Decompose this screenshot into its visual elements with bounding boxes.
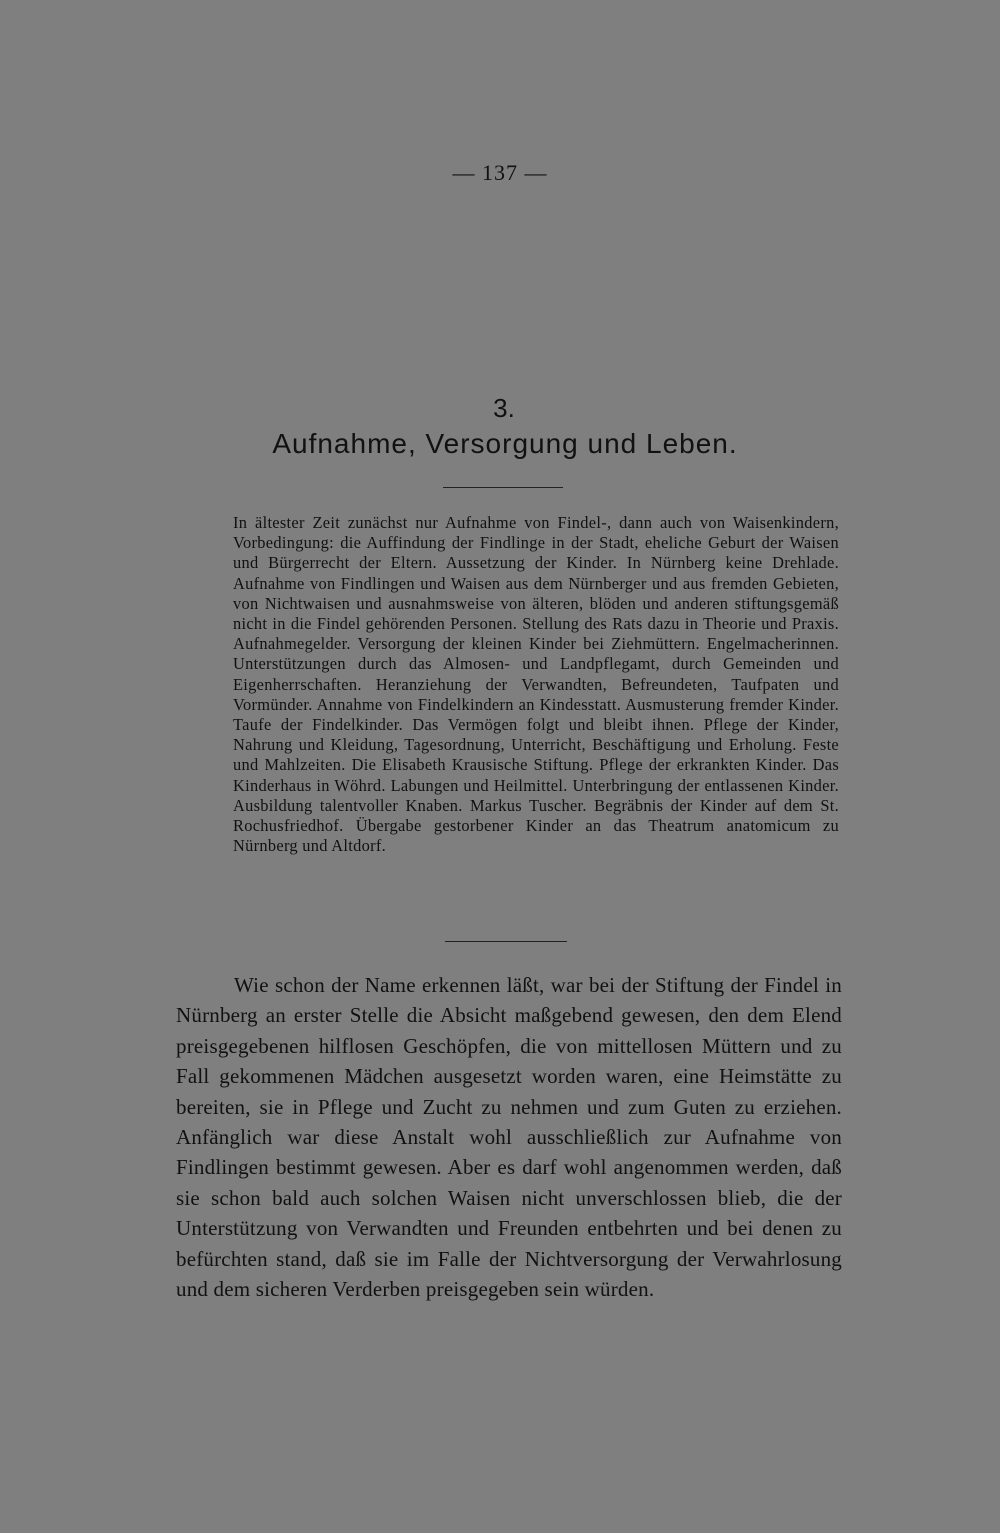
divider-top — [443, 487, 563, 488]
chapter-summary: In ältester Zeit zunächst nur Aufnahme von Findel-, dann auch von Waisenkindern, Vorbedingung: die Auffindung der Findlinge in der Stadt, eheliche Geburt der Waisen und Bürgerrecht der Eltern. Aussetzung der Kinder. In Nürnberg keine Drehlade. Aufnahme von Findlingen und Waisen aus dem Nürnberger und aus fremden Gebieten, von Nichtwaisen und ausnahmsweise von älteren, blöden und anderen stiftungsgemäß nicht in die Findel gehörenden Personen. Stellung des Rats dazu in Theorie und Praxis. Aufnahmegelder. Versorgung der kleinen Kinder bei Ziehmüttern. Engelmacherinnen. Unterstützungen durch das Almosen- und Landpflegamt, durch Gemeinden und Eigenherrschaften. Heranziehung der Verwandten, Befreundeten, Taufpaten und Vormünder. Annahme von Findelkindern an Kindesstatt. Ausmusterung fremder Kinder. Taufe der Findelkinder. Das Vermögen folgt und bleibt ihnen. Pflege der Kinder, Nahrung und Kleidung, Tagesordnung, Unterricht, Beschäftigung und Erholung. Feste und Mahlzeiten. Die Elisabeth Krausische Stiftung. Pflege der erkrankten Kinder. Das Kinderhaus in Wöhrd. Labungen und Heilmittel. Unterbringung der entlassenen Kinder. Ausbildung talentvoller Knaben. Markus Tuscher. Begräbnis der Kinder auf dem St. Rochusfriedhof. Übergabe gestorbener Kinder an das Theatrum anatomicum zu Nürnberg und Altdorf. — [233, 513, 839, 856]
page-number: — 137 — — [452, 160, 548, 185]
chapter-title: Aufnahme, Versorgung und Leben. — [272, 428, 738, 459]
chapter-number: 3. — [493, 393, 515, 423]
divider-bottom — [445, 941, 567, 942]
body-paragraph: Wie schon der Name erkennen läßt, war bei der Stiftung der Findel in Nürnberg an erster Stelle die Absicht maßgebend gewesen, den dem Elend preisgegebenen hilflosen Geschöpfen, die von mittellosen Müttern und zu Fall gekommenen Mädchen ausgesetzt worden waren, eine Heimstätte zu bereiten, sie in Pflege und Zucht zu nehmen und zum Guten zu erziehen. Anfänglich war diese Anstalt wohl ausschließlich zur Aufnahme von Findlingen bestimmt gewesen. Aber es darf wohl angenommen werden, daß sie schon bald auch solchen Waisen nicht unverschlossen blieb, die der Unterstützung von Verwandten und Freunden entbehrten und bei denen zu befürchten stand, daß sie im Falle der Nichtversorgung der Verwahrlosung und dem sicheren Verderben preisgegeben sein würden. — [176, 973, 842, 1302]
